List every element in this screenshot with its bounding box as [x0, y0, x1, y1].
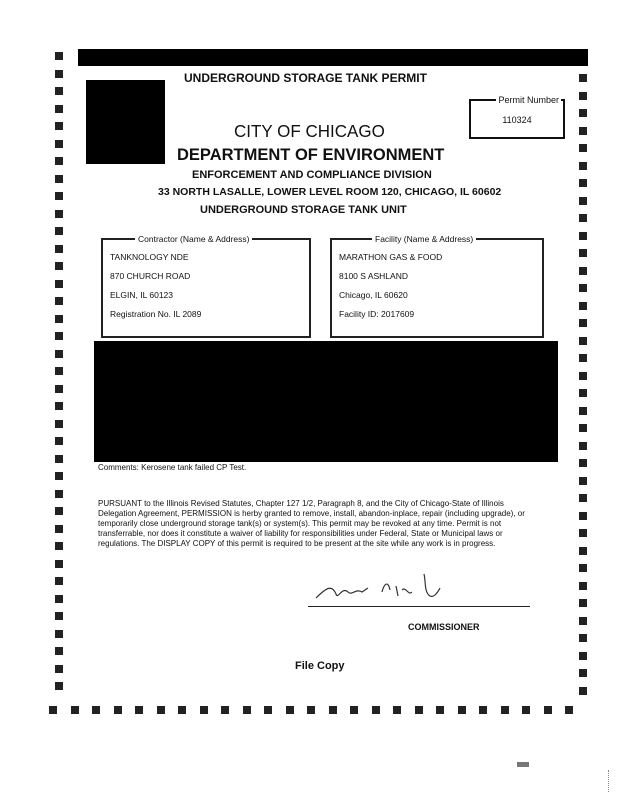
unit-title: UNDERGROUND STORAGE TANK UNIT [200, 204, 407, 216]
bottom-margin-mark [350, 706, 358, 714]
bottom-margin-mark [178, 706, 186, 714]
form-title: UNDERGROUND STORAGE TANK PERMIT [184, 71, 427, 85]
left-margin-mark [55, 262, 63, 270]
right-margin-mark [579, 547, 587, 555]
right-margin-mark [579, 179, 587, 187]
bottom-margin-mark [501, 706, 509, 714]
left-margin-mark [55, 402, 63, 410]
right-margin-mark [579, 354, 587, 362]
bottom-margin-mark [522, 706, 530, 714]
comments-text: Comments: Kerosene tank failed CP Test. [98, 463, 247, 472]
left-margin-mark [55, 192, 63, 200]
left-margin-mark [55, 297, 63, 305]
left-margin-mark [55, 175, 63, 183]
bottom-margin-mark [92, 706, 100, 714]
right-margin-mark [579, 564, 587, 572]
bottom-margin-mark [243, 706, 251, 714]
right-margin-mark [579, 214, 587, 222]
left-margin-mark [55, 367, 63, 375]
right-margin-mark [579, 302, 587, 310]
left-margin-mark [55, 507, 63, 515]
bottom-margin-mark [200, 706, 208, 714]
commissioner-title: COMMISSIONER [408, 622, 480, 632]
right-margin-mark [579, 494, 587, 502]
right-margin-mark [579, 92, 587, 100]
city-title: CITY OF CHICAGO [234, 121, 385, 142]
bottom-margin-mark [135, 706, 143, 714]
pursuant-paragraph: PURSUANT to the Illinois Revised Statutes, Chapter 127 1/2, Paragraph 8, and the City of Chicago-State of Illinois Delegation Agreement, PERMISSION is herby granted to remove, install, abandon-inplace, repair (including upgrade), or temporarily close underground storage tank(s) or system(s). This permit may be revoked at any time. Permit is not transferrable, nor does it constitute a waiver of liability for responsibilities under Federal, State or Municipal laws or regulations. The DISPLAY COPY of this permit is required to be present at the site while any work is in progress. [98, 499, 525, 548]
right-margin-mark [579, 582, 587, 590]
right-margin-mark [579, 144, 587, 152]
left-margin-mark [55, 630, 63, 638]
facility-city: Chicago, IL 60620 [339, 290, 408, 300]
right-margin-mark [579, 284, 587, 292]
facility-label: Facility (Name & Address) [372, 234, 476, 244]
bottom-margin-mark [307, 706, 315, 714]
left-margin-mark [55, 105, 63, 113]
left-margin-mark [55, 385, 63, 393]
left-margin-mark [55, 472, 63, 480]
left-margin-mark [55, 490, 63, 498]
department-title: DEPARTMENT OF ENVIRONMENT [177, 146, 445, 164]
bottom-margin-mark [372, 706, 380, 714]
right-margin-mark [579, 529, 587, 537]
left-margin-mark [55, 280, 63, 288]
right-margin-mark [579, 267, 587, 275]
permit-number-value: 110324 [502, 115, 532, 125]
left-margin-mark [55, 682, 63, 690]
office-address: 33 NORTH LASALLE, LOWER LEVEL ROOM 120, CHICAGO, IL 60602 [158, 186, 502, 198]
redacted-logo [86, 80, 165, 164]
left-margin-mark [55, 332, 63, 340]
bottom-margin-mark [415, 706, 423, 714]
right-margin-mark [579, 249, 587, 257]
right-margin-mark [579, 127, 587, 135]
left-margin-mark [55, 420, 63, 428]
facility-id: Facility ID: 2017609 [339, 309, 415, 319]
left-margin-mark [55, 595, 63, 603]
bottom-margin-mark [329, 706, 337, 714]
left-margin-mark [55, 647, 63, 655]
left-margin-mark [55, 157, 63, 165]
bottom-margin-mark [458, 706, 466, 714]
right-margin-mark [579, 634, 587, 642]
left-margin-mark [55, 525, 63, 533]
contractor-label: Contractor (Name & Address) [135, 234, 252, 244]
file-copy-label: File Copy [295, 660, 345, 672]
left-margin-mark [55, 227, 63, 235]
left-margin-mark [55, 315, 63, 323]
contractor-city: ELGIN, IL 60123 [110, 290, 174, 300]
contractor-registration: Registration No. IL 2089 [110, 309, 202, 319]
right-margin-mark [579, 442, 587, 450]
contractor-box [101, 234, 311, 338]
bottom-margin-mark [157, 706, 165, 714]
right-margin-mark [579, 512, 587, 520]
page-stamp [517, 762, 529, 767]
bottom-margin-mark [49, 706, 57, 714]
right-margin-mark [579, 74, 587, 82]
left-margin-mark [55, 665, 63, 673]
left-margin-mark [55, 350, 63, 358]
right-margin-mark [579, 407, 587, 415]
bottom-margin-mark [286, 706, 294, 714]
bottom-margin-mark [436, 706, 444, 714]
left-margin-mark [55, 70, 63, 78]
right-margin-mark [579, 197, 587, 205]
bottom-margin-mark [393, 706, 401, 714]
left-margin-mark [55, 210, 63, 218]
right-margin-mark [579, 232, 587, 240]
division-title: ENFORCEMENT AND COMPLIANCE DIVISION [192, 169, 432, 181]
edge-ticks [608, 770, 610, 792]
left-margin-mark [55, 455, 63, 463]
permit-number-box [469, 95, 565, 139]
right-margin-mark [579, 687, 587, 695]
right-margin-mark [579, 617, 587, 625]
left-margin-mark [55, 577, 63, 585]
right-margin-mark [579, 459, 587, 467]
right-margin-mark [579, 389, 587, 397]
contractor-street: 870 CHURCH ROAD [110, 271, 191, 281]
left-margin-mark [55, 612, 63, 620]
right-margin-mark [579, 109, 587, 117]
right-margin-mark [579, 337, 587, 345]
left-margin-mark [55, 52, 63, 60]
commissioner-signature [312, 566, 452, 606]
permit-number-label: Permit Number [498, 95, 559, 105]
left-margin-mark [55, 140, 63, 148]
right-margin-mark [579, 162, 587, 170]
left-margin-mark [55, 560, 63, 568]
bottom-margin-mark [544, 706, 552, 714]
right-margin-mark [579, 669, 587, 677]
left-margin-mark [55, 87, 63, 95]
left-margin-mark [55, 437, 63, 445]
facility-street: 8100 S ASHLAND [339, 271, 408, 281]
top-redaction-bar [78, 49, 588, 66]
right-margin-mark [579, 652, 587, 660]
facility-name: MARATHON GAS & FOOD [339, 252, 443, 262]
bottom-margin-mark [114, 706, 122, 714]
left-margin-mark [55, 542, 63, 550]
bottom-margin-mark [221, 706, 229, 714]
left-margin-mark [55, 122, 63, 130]
redacted-block [94, 341, 558, 462]
right-margin-mark [579, 424, 587, 432]
bottom-margin-mark [479, 706, 487, 714]
contractor-name: TANKNOLOGY NDE [110, 252, 189, 262]
bottom-margin-mark [264, 706, 272, 714]
signature-line [308, 606, 530, 607]
facility-box [330, 234, 544, 338]
bottom-margin-mark [71, 706, 79, 714]
right-margin-mark [579, 372, 587, 380]
left-margin-mark [55, 245, 63, 253]
right-margin-mark [579, 599, 587, 607]
bottom-margin-mark [565, 706, 573, 714]
right-margin-mark [579, 477, 587, 485]
right-margin-mark [579, 319, 587, 327]
